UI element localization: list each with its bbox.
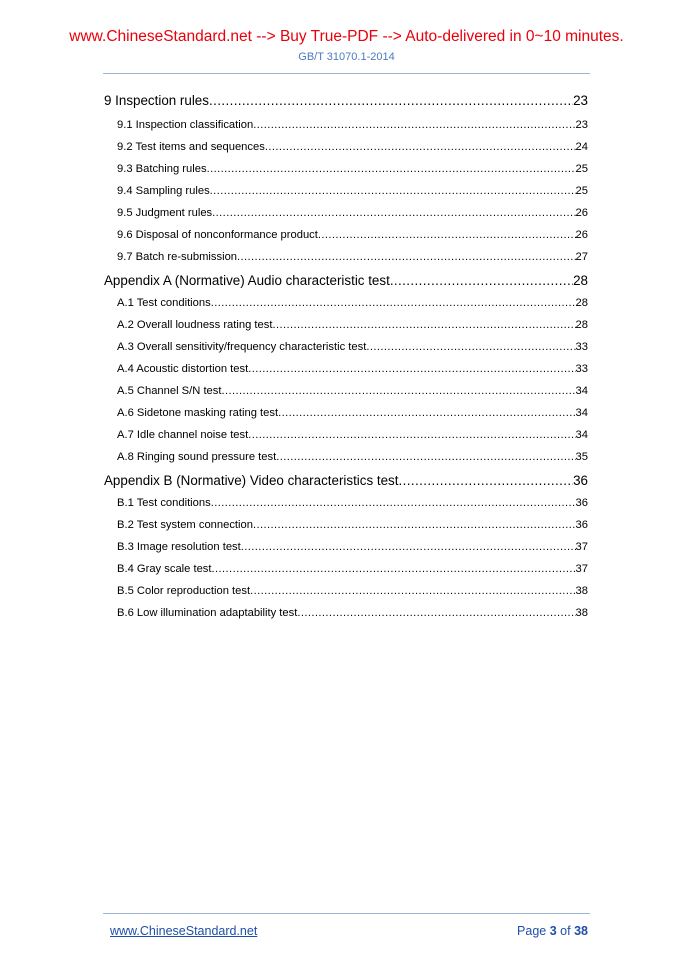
- toc-dot-leader: [366, 341, 575, 353]
- toc-dot-leader: [221, 385, 575, 397]
- toc-entry-page: 33: [575, 363, 588, 375]
- toc-dot-leader: [211, 497, 576, 509]
- toc-entry-page: 36: [573, 473, 588, 488]
- toc-entry-title: B.3 Image resolution test: [117, 541, 241, 553]
- page-of: of: [560, 924, 571, 938]
- toc-entry-9[interactable]: [104, 93, 588, 108]
- toc-entry-a-3[interactable]: [117, 341, 588, 353]
- toc-entry-title: B.4 Gray scale test: [117, 563, 212, 575]
- toc-entry-title: 9.7 Batch re-submission: [117, 251, 238, 263]
- toc-entry-appendix-a[interactable]: [104, 273, 588, 288]
- toc-dot-leader: [241, 541, 576, 553]
- promo-banner-link[interactable]: www.ChineseStandard.net --> Buy True-PDF --> Auto-delivered in 0~10 minutes.: [69, 28, 624, 45]
- toc-entry-title: A.6 Sidetone masking rating test: [117, 407, 279, 419]
- toc-entry-page: 33: [575, 341, 588, 353]
- toc-dot-leader: [248, 429, 575, 441]
- toc-entry-a-6[interactable]: [117, 407, 588, 419]
- header-divider: [103, 73, 590, 74]
- toc-entry-9-1[interactable]: [117, 119, 588, 131]
- toc-entry-b-3[interactable]: [117, 541, 588, 553]
- toc-entry-a-5[interactable]: [117, 385, 588, 397]
- toc-entry-title: A.4 Acoustic distortion test: [117, 363, 249, 375]
- toc-dot-leader: [210, 185, 576, 197]
- toc-dot-leader: [207, 163, 576, 175]
- toc-entry-title: 9.2 Test items and sequences: [117, 141, 265, 153]
- toc-dot-leader: [237, 251, 576, 263]
- toc-entry-b-6[interactable]: [117, 607, 588, 619]
- page-number: [517, 923, 588, 939]
- toc-entry-page: 25: [575, 163, 588, 175]
- toc-dot-leader: [212, 207, 575, 219]
- toc-entry-title: B.6 Low illumination adaptability test: [117, 607, 298, 619]
- toc-entry-b-5[interactable]: [117, 585, 588, 597]
- document-code: GB/T 31070.1-2014: [298, 51, 395, 63]
- toc-entry-title: 9.4 Sampling rules: [117, 185, 210, 197]
- toc-entry-title: A.3 Overall sensitivity/frequency characteristic test: [117, 341, 367, 353]
- toc-entry-page: 38: [575, 607, 588, 619]
- toc-dot-leader: [248, 363, 575, 375]
- toc-entry-page: 34: [575, 407, 588, 419]
- toc-dot-leader: [253, 119, 575, 131]
- toc-dot-leader: [209, 93, 573, 108]
- toc-dot-leader: [390, 273, 573, 288]
- toc-dot-leader: [398, 473, 573, 488]
- page-current: 3: [549, 924, 557, 938]
- toc-entry-page: 23: [573, 93, 588, 108]
- toc-entry-page: 37: [575, 541, 588, 553]
- toc-entry-a-4[interactable]: [117, 363, 588, 375]
- toc-entry-title: A.2 Overall loudness rating test: [117, 319, 273, 331]
- toc-entry-9-5[interactable]: [117, 207, 588, 219]
- toc-entry-page: 25: [575, 185, 588, 197]
- toc-entry-b-1[interactable]: [117, 497, 588, 509]
- toc-entry-page: 36: [575, 519, 588, 531]
- toc-entry-appendix-b[interactable]: [104, 473, 588, 488]
- page-total: 38: [574, 924, 588, 938]
- toc-entry-title: 9.6 Disposal of nonconformance product: [117, 229, 318, 241]
- toc-entry-page: 36: [575, 497, 588, 509]
- toc-entry-page: 38: [575, 585, 588, 597]
- toc-entry-page: 28: [573, 273, 588, 288]
- toc-entry-page: 37: [575, 563, 588, 575]
- footer-divider: [103, 913, 590, 914]
- toc-entry-page: 34: [575, 385, 588, 397]
- toc-entry-a-8[interactable]: [117, 451, 588, 463]
- toc-entry-title: 9 Inspection rules: [104, 93, 209, 108]
- toc-dot-leader: [211, 297, 576, 309]
- toc-entry-title: A.8 Ringing sound pressure test: [117, 451, 277, 463]
- toc-entry-page: 28: [575, 297, 588, 309]
- toc-entry-a-2[interactable]: [117, 319, 588, 331]
- toc-entry-title: B.2 Test system connection: [117, 519, 253, 531]
- toc-entry-page: 35: [575, 451, 588, 463]
- toc-entry-b-4[interactable]: [117, 563, 588, 575]
- toc-entry-title: Appendix B (Normative) Video characteristics test: [104, 473, 399, 488]
- toc-entry-page: 34: [575, 429, 588, 441]
- toc-entry-9-7[interactable]: [117, 251, 588, 263]
- toc-entry-title: A.5 Channel S/N test: [117, 385, 222, 397]
- toc-entry-title: 9.5 Judgment rules: [117, 207, 213, 219]
- toc-entry-page: 26: [575, 207, 588, 219]
- toc-dot-leader: [250, 585, 575, 597]
- toc-dot-leader: [276, 451, 575, 463]
- toc-entry-9-2[interactable]: [117, 141, 588, 153]
- toc-entry-title: A.7 Idle channel noise test: [117, 429, 249, 441]
- toc-entry-title: B.1 Test conditions: [117, 497, 211, 509]
- toc-entry-title: A.1 Test conditions: [117, 297, 211, 309]
- toc-entry-page: 23: [575, 119, 588, 131]
- toc-dot-leader: [265, 141, 576, 153]
- footer-site-link[interactable]: www.ChineseStandard.net: [110, 924, 258, 938]
- toc-entry-title: Appendix A (Normative) Audio characteristic test: [104, 273, 390, 288]
- toc-dot-leader: [253, 519, 576, 531]
- toc-entry-a-7[interactable]: [117, 429, 588, 441]
- toc-dot-leader: [212, 563, 576, 575]
- toc-dot-leader: [297, 607, 575, 619]
- toc-entry-9-3[interactable]: [117, 163, 588, 175]
- toc-entry-b-2[interactable]: [117, 519, 588, 531]
- toc-dot-leader: [318, 229, 576, 241]
- toc-entry-page: 24: [575, 141, 588, 153]
- toc-dot-leader: [278, 407, 575, 419]
- toc-entry-title: 9.3 Batching rules: [117, 163, 207, 175]
- toc-dot-leader: [272, 319, 575, 331]
- toc-entry-9-4[interactable]: [117, 185, 588, 197]
- toc-entry-9-6[interactable]: [117, 229, 588, 241]
- toc-entry-a-1[interactable]: [117, 297, 588, 309]
- page-label: Page: [517, 924, 547, 938]
- toc-entry-page: 28: [575, 319, 588, 331]
- toc-entry-title: 9.1 Inspection classification: [117, 119, 254, 131]
- toc-entry-title: B.5 Color reproduction test: [117, 585, 251, 597]
- toc-entry-page: 27: [575, 251, 588, 263]
- toc-entry-page: 26: [575, 229, 588, 241]
